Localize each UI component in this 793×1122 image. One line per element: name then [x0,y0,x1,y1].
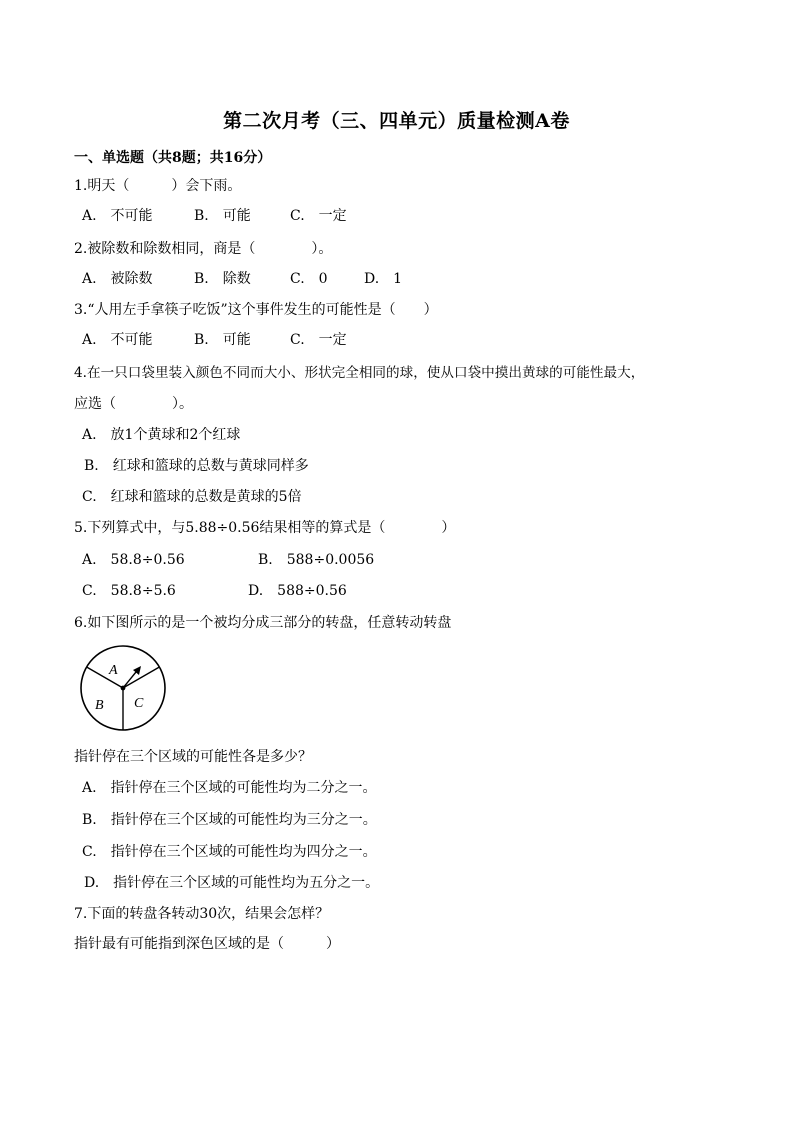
question-3-option-a[interactable]: A. 不可能 [82,332,153,348]
question-3-option-c[interactable]: C. 一定 [290,332,347,348]
spinner-label-b: B [95,698,104,713]
question-5-stem: 5.下列算式中，与5.88÷0.56结果相等的算式是（ ） [74,520,456,536]
question-6-option-d[interactable]: D. 指针停在三个区域的可能性均为五分之一。 [84,875,380,891]
question-2-option-d[interactable]: D. 1 [364,271,403,287]
question-5-option-a[interactable]: A. 58.8÷0.56 [82,552,185,568]
question-2-option-b[interactable]: B. 除数 [194,271,251,287]
question-1-option-c[interactable]: C. 一定 [290,208,347,224]
question-2-option-a[interactable]: A. 被除数 [82,271,153,287]
question-6-option-a[interactable]: A. 指针停在三个区域的可能性均为二分之一。 [82,780,377,796]
question-7-stem: 7.下面的转盘各转动30次，结果会怎样？ [74,906,330,922]
question-5-option-d[interactable]: D. 588÷0.56 [248,583,347,599]
question-6-prompt: 指针停在三个区域的可能性各是多少？ [74,749,312,765]
question-4-option-c[interactable]: C. 红球和篮球的总数是黄球的5倍 [82,489,302,505]
question-3-stem: 3.“人用左手拿筷子吃饭”这个事件发生的可能性是（ ） [74,302,438,318]
question-2-option-c[interactable]: C. 0 [290,271,328,287]
question-4-option-a[interactable]: A. 放1个黄球和2个红球 [82,427,241,443]
question-1-stem: 1.明天（ ）会下雨。 [74,178,242,194]
spinner-label-c: C [134,696,144,711]
question-2-stem: 2.被除数和除数相同，商是（ ）。 [74,241,333,257]
question-4-option-b[interactable]: B. 红球和篮球的总数与黄球同样多 [84,458,309,474]
question-1-option-b[interactable]: B. 可能 [194,208,251,224]
question-6-option-c[interactable]: C. 指针停在三个区域的可能性均为四分之一。 [82,844,377,860]
page-title: 第二次月考（三、四单元）质量检测A卷 [223,110,570,132]
question-5-option-b[interactable]: B. 588÷0.0056 [258,552,375,568]
question-3-option-b[interactable]: B. 可能 [194,332,251,348]
question-1-option-a[interactable]: A. 不可能 [82,208,153,224]
spinner-label-a: A [109,663,118,678]
section-heading: 一、单选题（共8题；共16分） [74,150,272,166]
spinner-diagram [78,645,170,735]
question-4-stem-line1: 4.在一只口袋里装入颜色不同而大小、形状完全相同的球，使从口袋中摸出黄球的可能性最大， [74,365,645,381]
question-5-option-c[interactable]: C. 58.8÷5.6 [82,583,176,599]
question-6-stem: 6.如下图所示的是一个被均分成三部分的转盘，任意转动转盘 [74,615,452,631]
question-7-prompt: 指针最有可能指到深色区域的是（ ） [74,936,340,952]
question-6-option-b[interactable]: B. 指针停在三个区域的可能性均为三分之一。 [82,812,377,828]
question-4-stem-line2: 应选（ ）。 [74,396,193,412]
spinner-pointer [123,672,136,688]
